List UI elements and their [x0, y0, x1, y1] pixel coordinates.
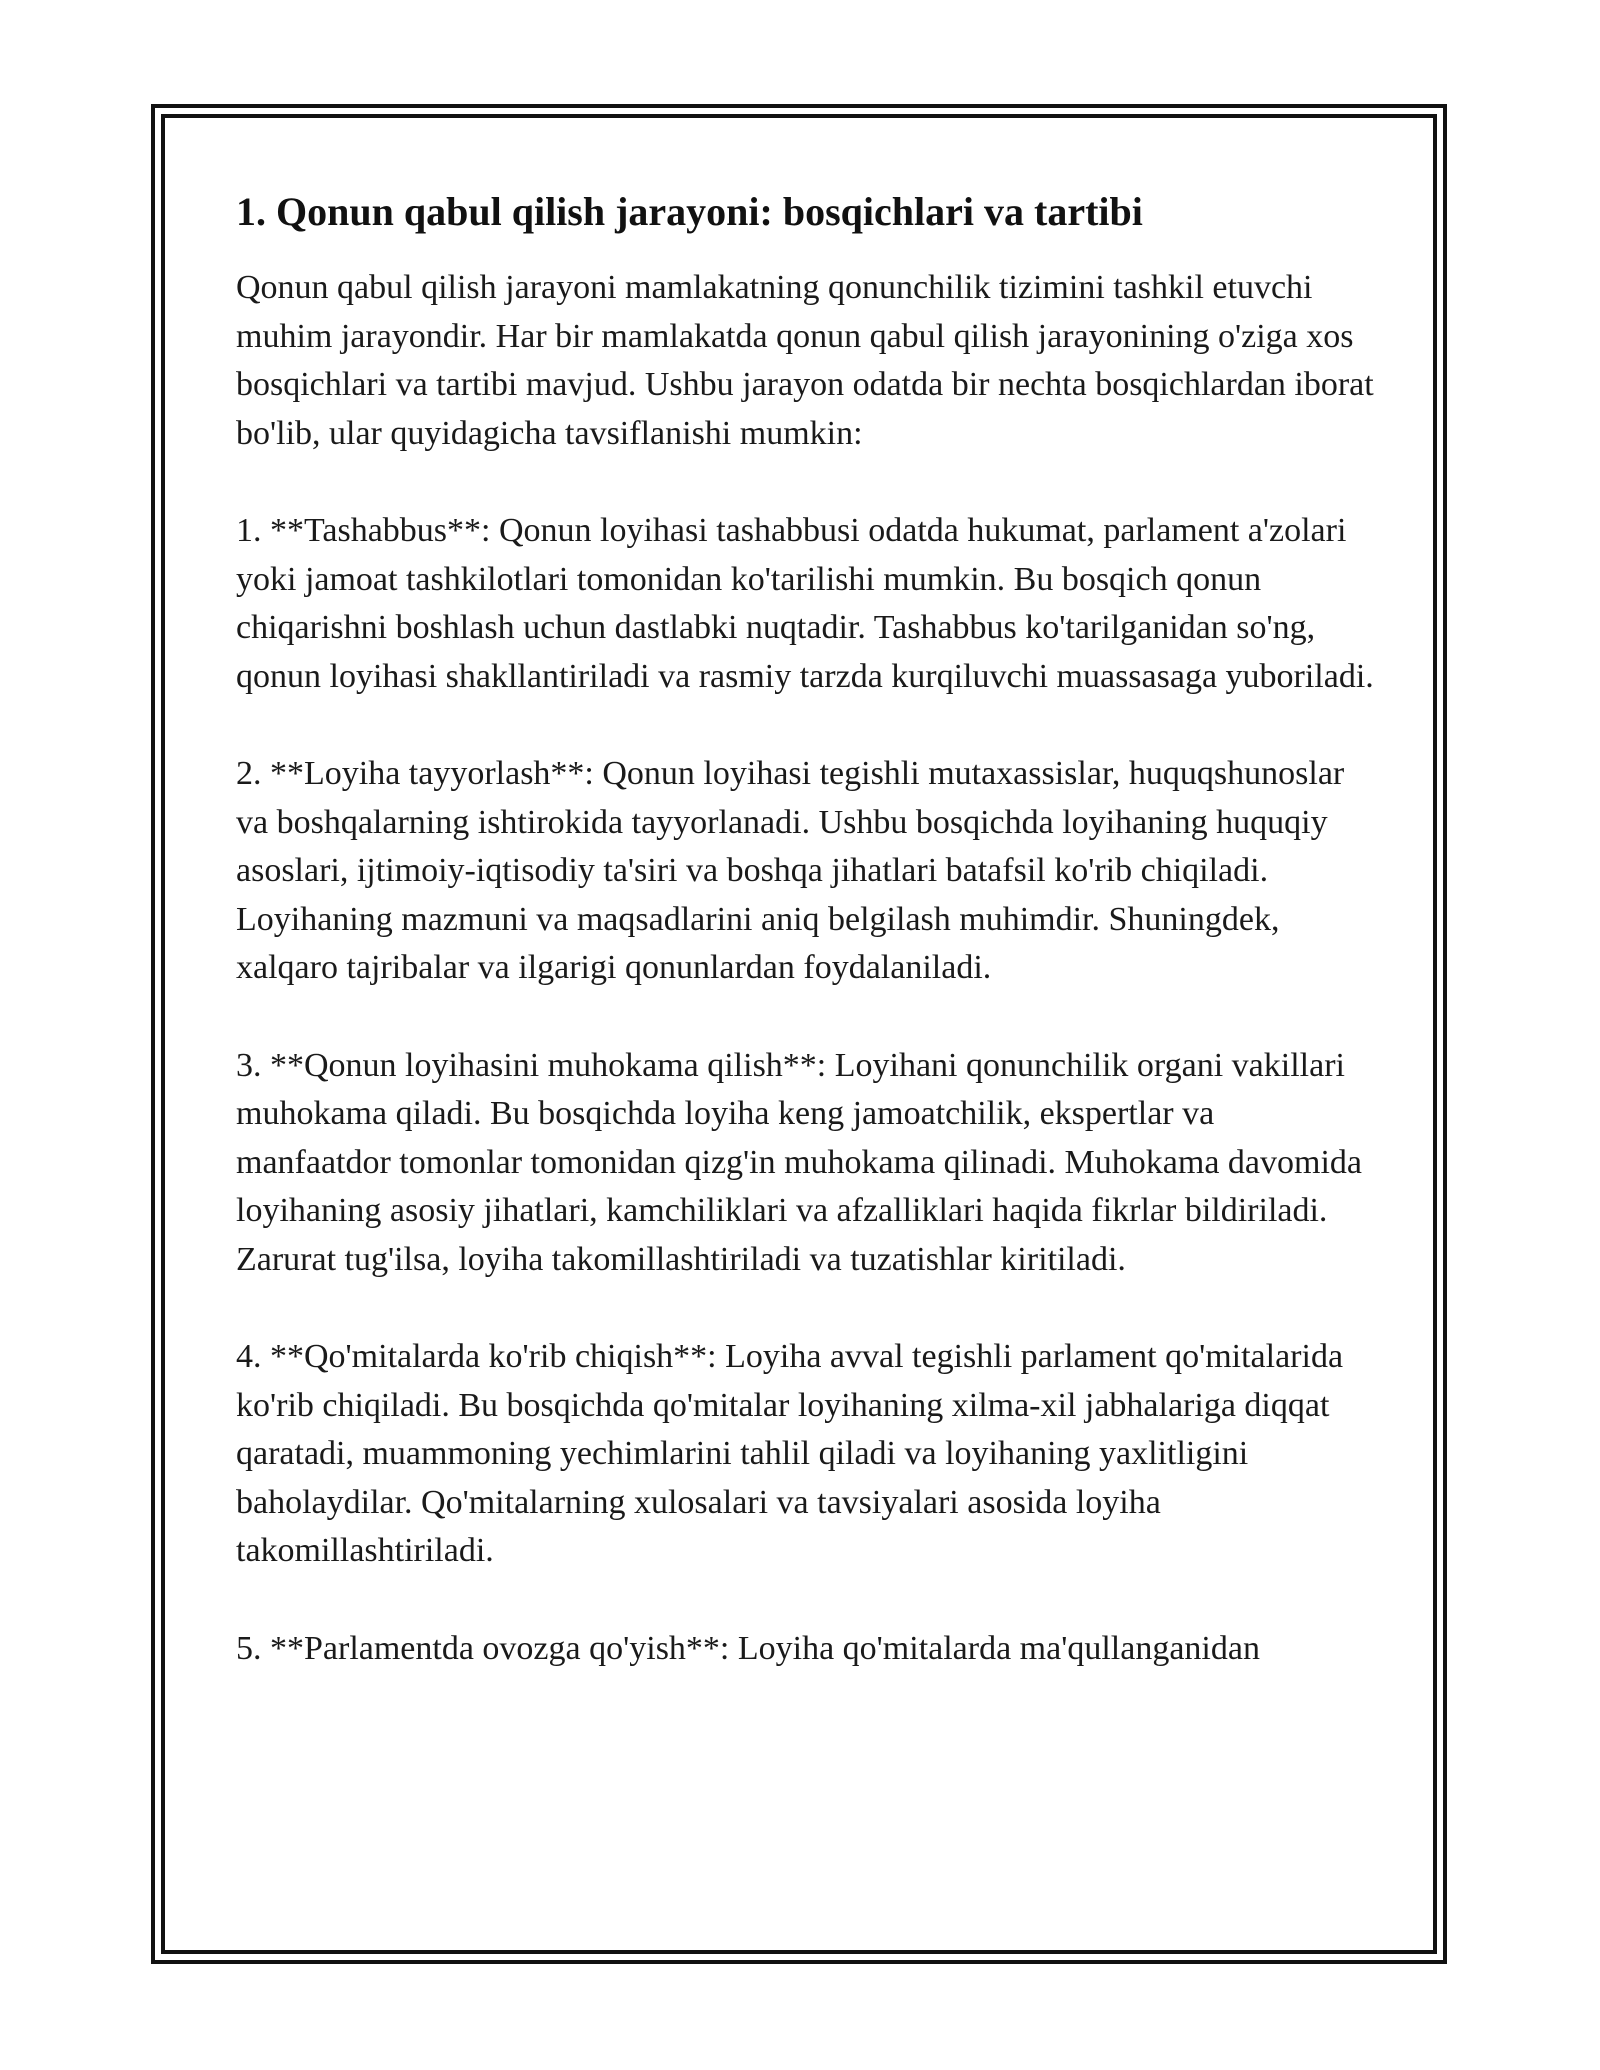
step-4-paragraph: 4. **Qo'mitalarda ko'rib chiqish**: Loyiha avval tegishli parlament qo'mitalarida ko'rib chiqiladi. Bu bosqichda qo'mitalar loyihaning xilma-xil jabhalariga diqqat qaratadi, muammoning yechimlarini tahlil qiladi va loyihaning yaxlitligini baholaydilar. Qo'mitalarning xulosalari va tavsiyalari asosida loyiha takomillashtiriladi.	[236, 1338, 1344, 1569]
step-2-paragraph: 2. **Loyiha tayyorlash**: Qonun loyihasi tegishli mutaxassislar, huquqshunoslar va boshqalarning ishtirokida tayyorlanadi. Ushbu bosqichda loyihaning huquqiy asoslari, ijtimoiy-iqtisodiy ta'siri va boshqa jihatlari batafsil ko'rib chiqiladi. Loyihaning mazmuni va maqsadlarini aniq belgilash muhimdir. Shuningdek, xalqaro tajribalar va ilgarigi qonunlardan foydalaniladi.	[236, 755, 1345, 986]
intro-paragraph: Qonun qabul qilish jarayoni mamlakatning qonunchilik tizimini tashkil etuvchi muhim jarayondir. Har bir mamlakatda qonun qabul qilish jarayonining o'ziga xos bosqichlari va tartibi mavjud. Ushbu jarayon odatda bir nechta bosqichlardan iborat bo'lib, ular quyidagicha tavsiflanishi mumkin:	[236, 269, 1374, 452]
step-5-paragraph: 5. **Parlamentda ovozga qo'yish**: Loyiha qo'mitalarda ma'qullanganidan	[236, 1629, 1260, 1667]
document-title: 1. Qonun qabul qilish jarayoni: bosqichlari va tartibi	[236, 189, 1143, 234]
document-body	[236, 186, 1376, 1722]
step-3-paragraph: 3. **Qonun loyihasini muhokama qilish**: Loyihani qonunchilik organi vakillari muhokama qiladi. Bu bosqichda loyiha keng jamoatchilik, ekspertlar va manfaatdor tomonlar tomonidan qizg'in muhokama qilinadi. Muhokama davomida loyihaning asosiy jihatlari, kamchiliklari va afzalliklari haqida fikrlar bildiriladi. Zarurat tug'ilsa, loyiha takomillashtiriladi va tuzatishlar kiritiladi.	[236, 1046, 1362, 1278]
step-1-paragraph: 1. **Tashabbus**: Qonun loyihasi tashabbusi odatda hukumat, parlament a'zolari yoki jamoat tashkilotlari tomonidan ko'tarilishi mumkin. Bu bosqich qonun chiqarishni boshlash uchun dastlabki nuqtadir. Tashabbus ko'tarilganidan so'ng, qonun loyihasi shakllantiriladi va rasmiy tarzda kurqiluvchi muassasaga yuboriladi.	[236, 512, 1374, 695]
